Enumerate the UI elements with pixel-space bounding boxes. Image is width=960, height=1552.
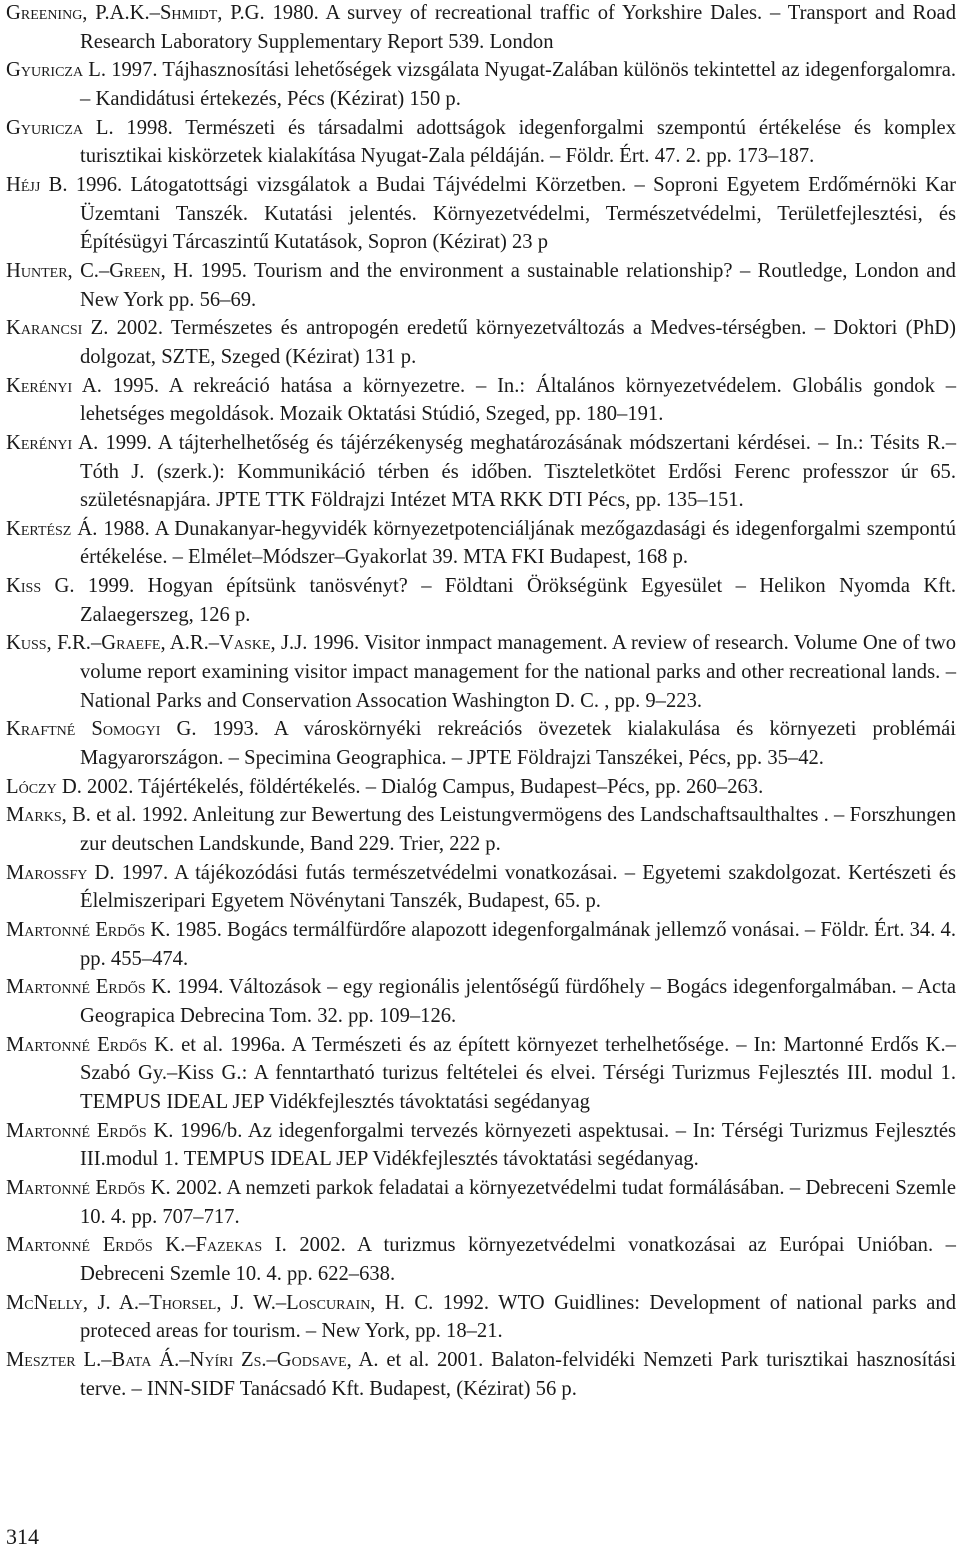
reference-text: A. 1995. A rekreáció hatása a környezetre. – In.: Általános környezetvédelem. Globális gondok – lehetséges megoldások. Mozaik Oktatási Stúdió, Szeged, pp. 180–191. <box>72 374 956 426</box>
reference-text: H. C. 1992. WTO Guidlines: Development of national parks and proteced areas for tourism. – New York, pp. 18–21. <box>80 1291 956 1343</box>
reference-author: Martonné Erdős <box>6 1119 147 1142</box>
reference-entry <box>6 515 956 572</box>
reference-text: L. 1997. Tájhasznosítási lehetőségek vizsgálata Nyugat-Zalában különös tekintettel az idegenforgalomra. – Kandidátusi értekezés, Pécs (Kézirat) 150 p. <box>80 59 956 110</box>
reference-entry <box>6 0 956 56</box>
reference-entry <box>6 629 956 715</box>
reference-text: K. 1994. Változások – egy regionális jelentőségű fürdőhely – Bogács idegenforgalmában. – Acta Geograpica Debrecina Tom. 32. pp. 109–126. <box>80 976 956 1027</box>
reference-entry <box>6 114 956 171</box>
reference-entry <box>6 314 956 371</box>
reference-author: McNelly, J. A.–Thorsel, J. W.–Loscurain, <box>6 1291 376 1314</box>
reference-text: K. 1996/b. Az idegenforgalmi tervezés környezeti aspektusai. – In: Térségi Turizmus Fejlesztés III.modul 1. TEMPUS IDEAL JEP Vidékfejlesztés távoktatási segédanyag. <box>80 1119 956 1171</box>
reference-text: 1980. A survey of recreational traffic of Yorkshire Dales. – Transport and Road Research Laboratory Supplementary Report 539. London <box>80 2 956 53</box>
reference-entry <box>6 715 956 772</box>
reference-entry <box>6 801 956 858</box>
reference-author: Héjj <box>6 173 41 196</box>
reference-text: B. 1996. Látogatottsági vizsgálatok a Budai Tájvédelmi Körzetben. – Soproni Egyetem Erdőmérnöki Kar Üzemtani Tanszék. Kutatási jelentés. Környezetvédelmi, Természetvédelmi, Területfejlesztési, és Építésügyi Tárcaszintű Kutatások, Sopron (Kézirat) 23 p <box>40 173 956 254</box>
reference-entry <box>6 56 956 113</box>
reference-entry <box>6 1117 956 1174</box>
reference-entry <box>6 1289 956 1346</box>
reference-text: Á. 1988. A Dunakanyar-hegyvidék környezetpotenciáljának mezőgazdasági és idegenforgalmi szempontú értékelése. – Elmélet–Módszer–Gyakorlat 39. MTA FKI Budapest, 168 p. <box>71 517 956 569</box>
reference-text: L. 1998. Természeti és társadalmi adottságok idegenforgalmi szempontú értékelése és komplex turisztikai kiskörzetek kialakítása Nyugat-Zala példáján. – Földr. Ért. 47. 2. pp. 173–187. <box>80 116 956 168</box>
reference-author: Kraftné Somogyi <box>6 718 161 741</box>
reference-entry <box>6 372 956 429</box>
page-number: 314 <box>6 1524 39 1549</box>
reference-author: Kerényi <box>6 431 73 454</box>
reference-text: D. 1997. A tájékozódási futás természetvédelmi vonatkozásai. – Egyetemi szakdolgozat. Kertészeti és Élelmiszeripari Egyetem Növénytani Tanszék, Budapest, 65. p. <box>80 861 956 913</box>
reference-text: B. et al. 1992. Anleitung zur Bewertung des Leistungvermögens des Landschaftsaulthaltes . – Forszhungen zur deutschen Landskunde, Band 229. Trier, 222 p. <box>66 804 956 856</box>
reference-text: K. et al. 1996a. A Természeti és az épített környezet terhelhetősége. – In: Martonné Erdős K.–Szabó Gy.–Kiss G.: A fenntartható turizus feltételei és elvei. Térségi Turizmus Fejlesztés III. modul 1. TEMPUS IDEAL JEP Vidékfejlesztés távoktatási segédanyag <box>80 1033 956 1113</box>
reference-author: Karancsi <box>6 317 83 340</box>
reference-text: Z. 2002. Természetes és antropogén eredetű környezetváltozás a Medves-térségben. – Doktori (PhD) dolgozat, SZTE, Szeged (Kézirat) 131 p. <box>80 317 956 368</box>
reference-entry <box>6 1031 956 1117</box>
reference-entry <box>6 1174 956 1231</box>
reference-text: K. 2002. A nemzeti parkok feladatai a környezetvédelmi tudat formálásában. – Debreceni Szemle 10. 4. pp. 707–717. <box>80 1176 956 1228</box>
reference-author: Martonné Erdős <box>6 919 146 941</box>
reference-entry <box>6 572 956 629</box>
reference-text: D. 2002. Tájértékelés, földértékelés. – Dialóg Campus, Budapest–Pécs, pp. 260–263. <box>56 775 764 798</box>
reference-entry <box>6 859 956 916</box>
reference-author: Kuss, F.R.–Graefe, A.R.–Vaske, <box>6 632 276 655</box>
reference-list <box>6 0 956 1403</box>
reference-entry <box>6 257 956 314</box>
reference-author: Lóczy <box>6 775 57 798</box>
reference-author: Gyuricza <box>6 116 84 139</box>
reference-text: A. 1999. A tájterhelhetőség és tájérzékenység meghatározásának módszertani kérdései. – In.: Tésits R.–Tóth J. (szerk.): Kommunikáció térben és időben. Tiszteletkötet Erdősi Ferenc professzor úr 65. születésnapjára. JPTE TTK Földrajzi Intézet MTA RKK DTI Pécs, pp. 135–151. <box>72 431 956 512</box>
reference-text: I. 2002. A turizmus környezetvédelmi vonatkozásai az Európai Unióban. – Debreceni Szemle 10. 4. pp. 622–638. <box>80 1234 956 1285</box>
reference-entry <box>6 429 956 515</box>
reference-author: Marossfy <box>6 861 88 884</box>
reference-author: Martonné Erdős <box>6 1033 148 1056</box>
reference-author: Martonné Erdős <box>6 976 146 999</box>
reference-author: Hunter, C.–Green, H. <box>6 259 194 282</box>
reference-author: Martonné Erdős <box>6 1176 146 1199</box>
reference-entry <box>6 773 956 802</box>
reference-author: Kerényi <box>6 374 73 397</box>
reference-text: 1995. Tourism and the environment a sustainable relationship? – Routledge, London and New York pp. 56–69. <box>80 259 956 311</box>
reference-text: J.J. 1996. Visitor inmpact management. A review of research. Volume One of two volume report examining visitor impact management for the national parks and other recreational lands. – National Parks and Conservation Assocation Washington D. C. , pp. 9–223. <box>80 632 956 712</box>
reference-entry <box>6 1231 956 1288</box>
reference-text: A. et al. 2001. Balaton-felvidéki Nemzeti Park turisztikai hasznosítási terve. – INN-SIDF Tanácsadó Kft. Budapest, (Kézirat) 56 p. <box>80 1348 956 1400</box>
reference-entry <box>6 973 956 1030</box>
reference-entry <box>6 916 956 973</box>
reference-entry <box>6 1346 956 1403</box>
reference-text: K. 1985. Bogács termálfürdőre alapozott idegenforgalmának jellemző vonásai. – Földr. Ért. 34. 4. pp. 455–474. <box>80 919 956 970</box>
reference-author: Kertész <box>6 517 72 540</box>
reference-author: Greening, P.A.K.–Shmidt, P.G. <box>6 2 265 24</box>
reference-author: Gyuricza <box>6 59 84 82</box>
reference-author: Kiss <box>6 575 42 598</box>
reference-author: Martonné Erdős K.–Fazekas <box>6 1234 263 1257</box>
reference-author: Marks, <box>6 804 67 827</box>
reference-text: G. 1993. A városkörnyéki rekreációs övezetek kialakulása és környezeti problémái Magyarországon. – Specimina Geographica. – JPTE Földrajzi Tanszékei, Pécs, pp. 35–42. <box>80 718 956 770</box>
reference-entry <box>6 171 956 257</box>
reference-author: Meszter L.–Bata Á.–Nyíri Zs.–Godsave, <box>6 1348 352 1371</box>
reference-text: G. 1999. Hogyan építsünk tanösvényt? – Földtani Örökségünk Egyesület – Helikon Nyomda Kft. Zalaegerszeg, 126 p. <box>41 575 956 626</box>
